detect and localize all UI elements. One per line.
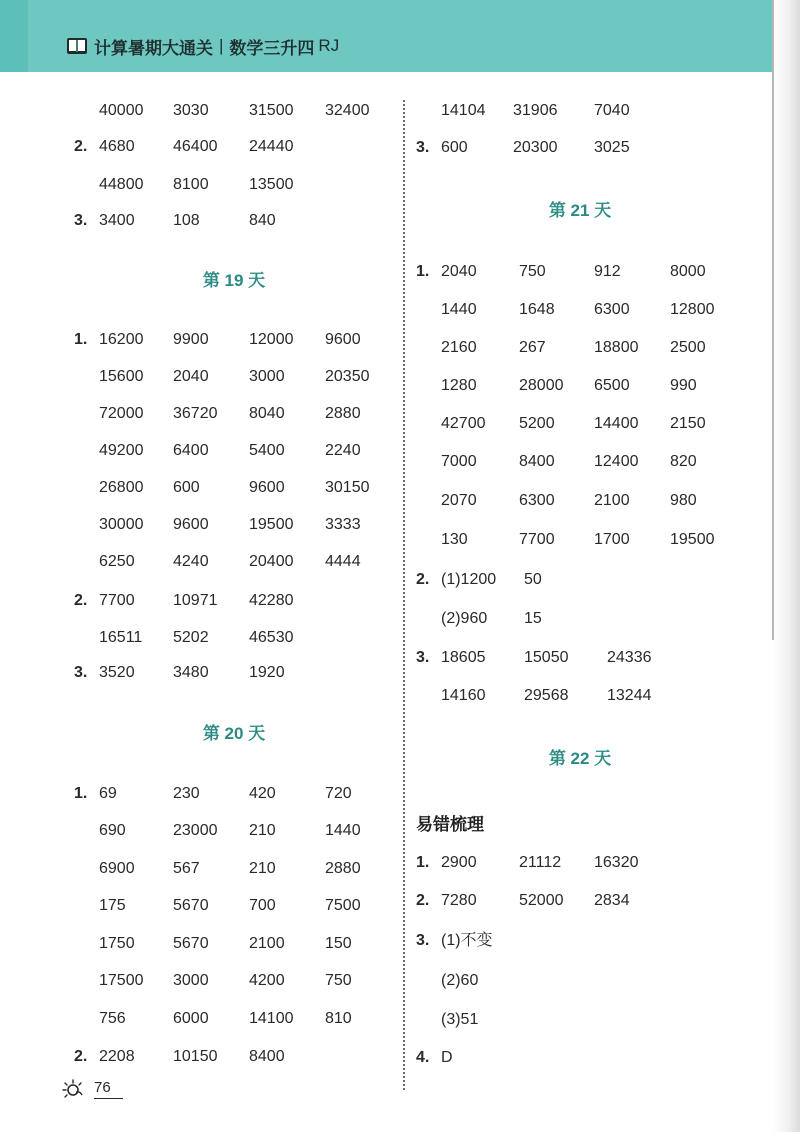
answer-value: 7700 <box>99 592 135 609</box>
answer-value: 42700 <box>441 415 486 432</box>
header-title <box>66 33 339 59</box>
answer-row <box>0 929 800 953</box>
answer-row <box>0 851 800 875</box>
answer-value: 4444 <box>325 553 361 570</box>
answer-value: 7500 <box>325 897 361 914</box>
answer-value: 980 <box>670 492 697 509</box>
answer-value: 1648 <box>519 301 555 318</box>
question-number: 2. <box>74 138 88 155</box>
answer-value: 175 <box>99 897 126 914</box>
answer-value: 18800 <box>594 339 639 356</box>
answer-value: 2900 <box>441 854 477 871</box>
answer-value: 26800 <box>99 479 144 496</box>
answer-value: 130 <box>441 531 468 548</box>
answer-value: 4240 <box>173 553 209 570</box>
answer-value: 15 <box>524 610 542 627</box>
answer-value: 6400 <box>173 442 209 459</box>
answer-value: 20350 <box>325 368 370 385</box>
answer-value: 2880 <box>325 860 361 877</box>
answer-value: 6300 <box>594 301 630 318</box>
answer-value: 20400 <box>249 553 294 570</box>
answer-row <box>0 99 800 123</box>
answer-value: 1700 <box>594 531 630 548</box>
answer-value: 7000 <box>441 453 477 470</box>
answer-value: 1920 <box>249 664 285 681</box>
answer-value: 40000 <box>99 102 144 119</box>
answer-value: 2160 <box>441 339 477 356</box>
answer-value: 16320 <box>594 854 639 871</box>
answer-value: 600 <box>173 479 200 496</box>
answer-value: 7040 <box>594 102 630 119</box>
answer-value: 7700 <box>519 531 555 548</box>
answer-value: 12400 <box>594 453 639 470</box>
answer-value: 840 <box>249 212 276 229</box>
answer-value: 9600 <box>325 331 361 348</box>
answer-value: 29568 <box>524 687 569 704</box>
answer-value: 2834 <box>594 892 630 909</box>
answer-value: 18605 <box>441 649 486 666</box>
answer-value: 12800 <box>670 301 715 318</box>
answer-value: 16511 <box>99 629 143 646</box>
answer-value: 10150 <box>173 1048 218 1065</box>
question-number: 3. <box>74 212 88 229</box>
answer-value: 700 <box>249 897 276 914</box>
answer-value: 1440 <box>441 301 477 318</box>
answer-value: 690 <box>99 822 126 839</box>
answer-row <box>0 1008 800 1032</box>
answer-value: 567 <box>173 860 200 877</box>
answer-value: 820 <box>670 453 697 470</box>
answer-row <box>0 889 800 913</box>
answer-value: 6250 <box>99 553 135 570</box>
answer-value: 2100 <box>594 492 630 509</box>
book-icon <box>66 37 88 55</box>
section-heading: 易错梳理 <box>416 815 484 834</box>
answer-value: 52000 <box>519 892 564 909</box>
answer-value: 46530 <box>249 629 294 646</box>
answer-value: 756 <box>99 1010 126 1027</box>
answer-value: 8400 <box>519 453 555 470</box>
answer-row <box>0 969 800 993</box>
answer-value: (3)51 <box>441 1011 479 1028</box>
answer-value: 720 <box>325 785 352 802</box>
answer-value: 14100 <box>249 1010 294 1027</box>
answer-value: 8400 <box>249 1048 285 1065</box>
answer-row <box>0 412 800 436</box>
answer-value: 5200 <box>519 415 555 432</box>
answer-value: 3000 <box>173 972 209 989</box>
answer-value: 44800 <box>99 176 144 193</box>
answer-value: 23000 <box>173 822 218 839</box>
answer-value: (2)960 <box>441 610 488 627</box>
answer-value: 6300 <box>519 492 555 509</box>
answer-value: 230 <box>173 785 200 802</box>
answer-row <box>0 298 800 322</box>
answer-value: 15050 <box>524 649 569 666</box>
answer-value: 42280 <box>249 592 294 609</box>
question-number: 1. <box>416 854 430 871</box>
answer-value: 19500 <box>249 516 294 533</box>
header-subtitle: 数学三升四 <box>229 38 315 58</box>
answer-value: 46400 <box>173 138 218 155</box>
answer-value: 32400 <box>325 102 370 119</box>
header-title-text: 计算暑期大通关 <box>94 38 213 58</box>
answer-value: 5670 <box>173 897 209 914</box>
answer-row <box>0 450 800 474</box>
day-heading: 第 20 天 <box>202 724 266 743</box>
page-number: 76 <box>94 1079 123 1099</box>
answer-value: 108 <box>173 212 200 229</box>
answer-value: 750 <box>325 972 352 989</box>
answer-value: 2100 <box>249 935 285 952</box>
answer-row <box>0 528 800 552</box>
answer-value: 2040 <box>441 263 477 280</box>
answer-value: 9600 <box>249 479 285 496</box>
answer-value: 5670 <box>173 935 209 952</box>
answer-row <box>0 336 800 360</box>
answer-value: 2880 <box>325 405 361 422</box>
answer-row <box>0 260 800 284</box>
answer-row <box>0 374 800 398</box>
answer-value: 1440 <box>325 822 361 839</box>
answer-value: 3480 <box>173 664 209 681</box>
answer-value: 3333 <box>325 516 361 533</box>
answer-value: 24440 <box>249 138 294 155</box>
answer-value: 3000 <box>249 368 285 385</box>
answer-value: 19500 <box>670 531 715 548</box>
answer-value: 16200 <box>99 331 144 348</box>
answer-value: D <box>441 1049 453 1066</box>
answer-value: 8040 <box>249 405 285 422</box>
answer-row <box>0 1046 800 1070</box>
answer-value: 600 <box>441 139 468 156</box>
answer-value: 4680 <box>99 138 135 155</box>
question-number: 2. <box>416 892 430 909</box>
answer-value: 2208 <box>99 1048 135 1065</box>
day-heading: 第 21 天 <box>548 201 612 220</box>
question-number: 1. <box>416 263 430 280</box>
answer-row <box>0 489 800 513</box>
answer-value: 1750 <box>99 935 135 952</box>
answer-value: (1)不变 <box>441 932 493 949</box>
answer-value: 49200 <box>99 442 144 459</box>
page-footer <box>62 1077 123 1101</box>
answer-value: 17500 <box>99 972 144 989</box>
answer-value: 2240 <box>325 442 361 459</box>
answer-value: 2040 <box>173 368 209 385</box>
answer-value: 3025 <box>594 139 630 156</box>
answer-value: 5202 <box>173 629 209 646</box>
answer-value: 267 <box>519 339 546 356</box>
answer-value: 12000 <box>249 331 294 348</box>
question-number: 3. <box>416 649 430 666</box>
answer-row <box>0 646 800 670</box>
question-number: 3. <box>74 664 88 681</box>
answer-value: 14400 <box>594 415 639 432</box>
answer-value: 990 <box>670 377 697 394</box>
answer-value: 912 <box>594 263 621 280</box>
answer-row <box>0 173 800 197</box>
answer-value: 50 <box>524 571 542 588</box>
answer-value: 21112 <box>519 854 562 871</box>
question-number: 1. <box>74 331 88 348</box>
answer-row <box>0 782 800 806</box>
question-number: 2. <box>74 1048 88 1065</box>
answer-value: 8100 <box>173 176 209 193</box>
answer-value: 750 <box>519 263 546 280</box>
answer-value: 810 <box>325 1010 352 1027</box>
answer-value: 6500 <box>594 377 630 394</box>
answer-value: 24336 <box>607 649 652 666</box>
answer-value: 36720 <box>173 405 218 422</box>
answer-value: 6900 <box>99 860 135 877</box>
answer-value: 1280 <box>441 377 477 394</box>
answer-value: 3520 <box>99 664 135 681</box>
answer-row <box>0 684 800 708</box>
answer-value: 150 <box>325 935 352 952</box>
question-number: 4. <box>416 1049 430 1066</box>
answer-value: 31500 <box>249 102 294 119</box>
answer-value: 2500 <box>670 339 706 356</box>
answer-value: 72000 <box>99 405 144 422</box>
sun-icon <box>62 1078 88 1100</box>
header-edition: RJ <box>318 36 340 55</box>
answer-value: 7280 <box>441 892 477 909</box>
answer-row <box>0 607 800 631</box>
answer-row <box>0 819 800 843</box>
answer-value: 15600 <box>99 368 144 385</box>
question-number: 3. <box>416 139 430 156</box>
answer-value: 9600 <box>173 516 209 533</box>
answer-value: 210 <box>249 822 276 839</box>
answer-value: 3030 <box>173 102 209 119</box>
answer-value: 2070 <box>441 492 477 509</box>
answer-value: 210 <box>249 860 276 877</box>
answer-value: 420 <box>249 785 276 802</box>
answer-value: 14160 <box>441 687 486 704</box>
answer-value: 30150 <box>325 479 370 496</box>
answer-row <box>0 568 800 592</box>
day-heading: 第 19 天 <box>202 271 266 290</box>
answer-value: 9900 <box>173 331 209 348</box>
answer-value: 28000 <box>519 377 564 394</box>
answer-value: 69 <box>99 785 117 802</box>
answer-row <box>0 209 800 233</box>
day-heading: 第 22 天 <box>548 749 612 768</box>
answer-value: 8000 <box>670 263 706 280</box>
question-number: 3. <box>416 932 430 949</box>
answer-value: 31906 <box>513 102 558 119</box>
answer-row <box>0 136 800 160</box>
answer-value: 13244 <box>607 687 652 704</box>
answer-value: (1)1200 <box>441 571 497 588</box>
answer-value: 14104 <box>441 102 486 119</box>
answer-value: 10971 <box>173 592 218 609</box>
answer-value: 30000 <box>99 516 144 533</box>
answer-value: 4200 <box>249 972 285 989</box>
answer-value: (2)60 <box>441 972 479 989</box>
question-number: 2. <box>74 592 88 609</box>
header-separator: | <box>219 36 224 55</box>
question-number: 1. <box>74 785 88 802</box>
answer-value: 13500 <box>249 176 294 193</box>
answer-value: 3400 <box>99 212 135 229</box>
answer-value: 5400 <box>249 442 285 459</box>
answer-value: 20300 <box>513 139 558 156</box>
answer-value: 6000 <box>173 1010 209 1027</box>
question-number: 2. <box>416 571 430 588</box>
answer-value: 2150 <box>670 415 706 432</box>
